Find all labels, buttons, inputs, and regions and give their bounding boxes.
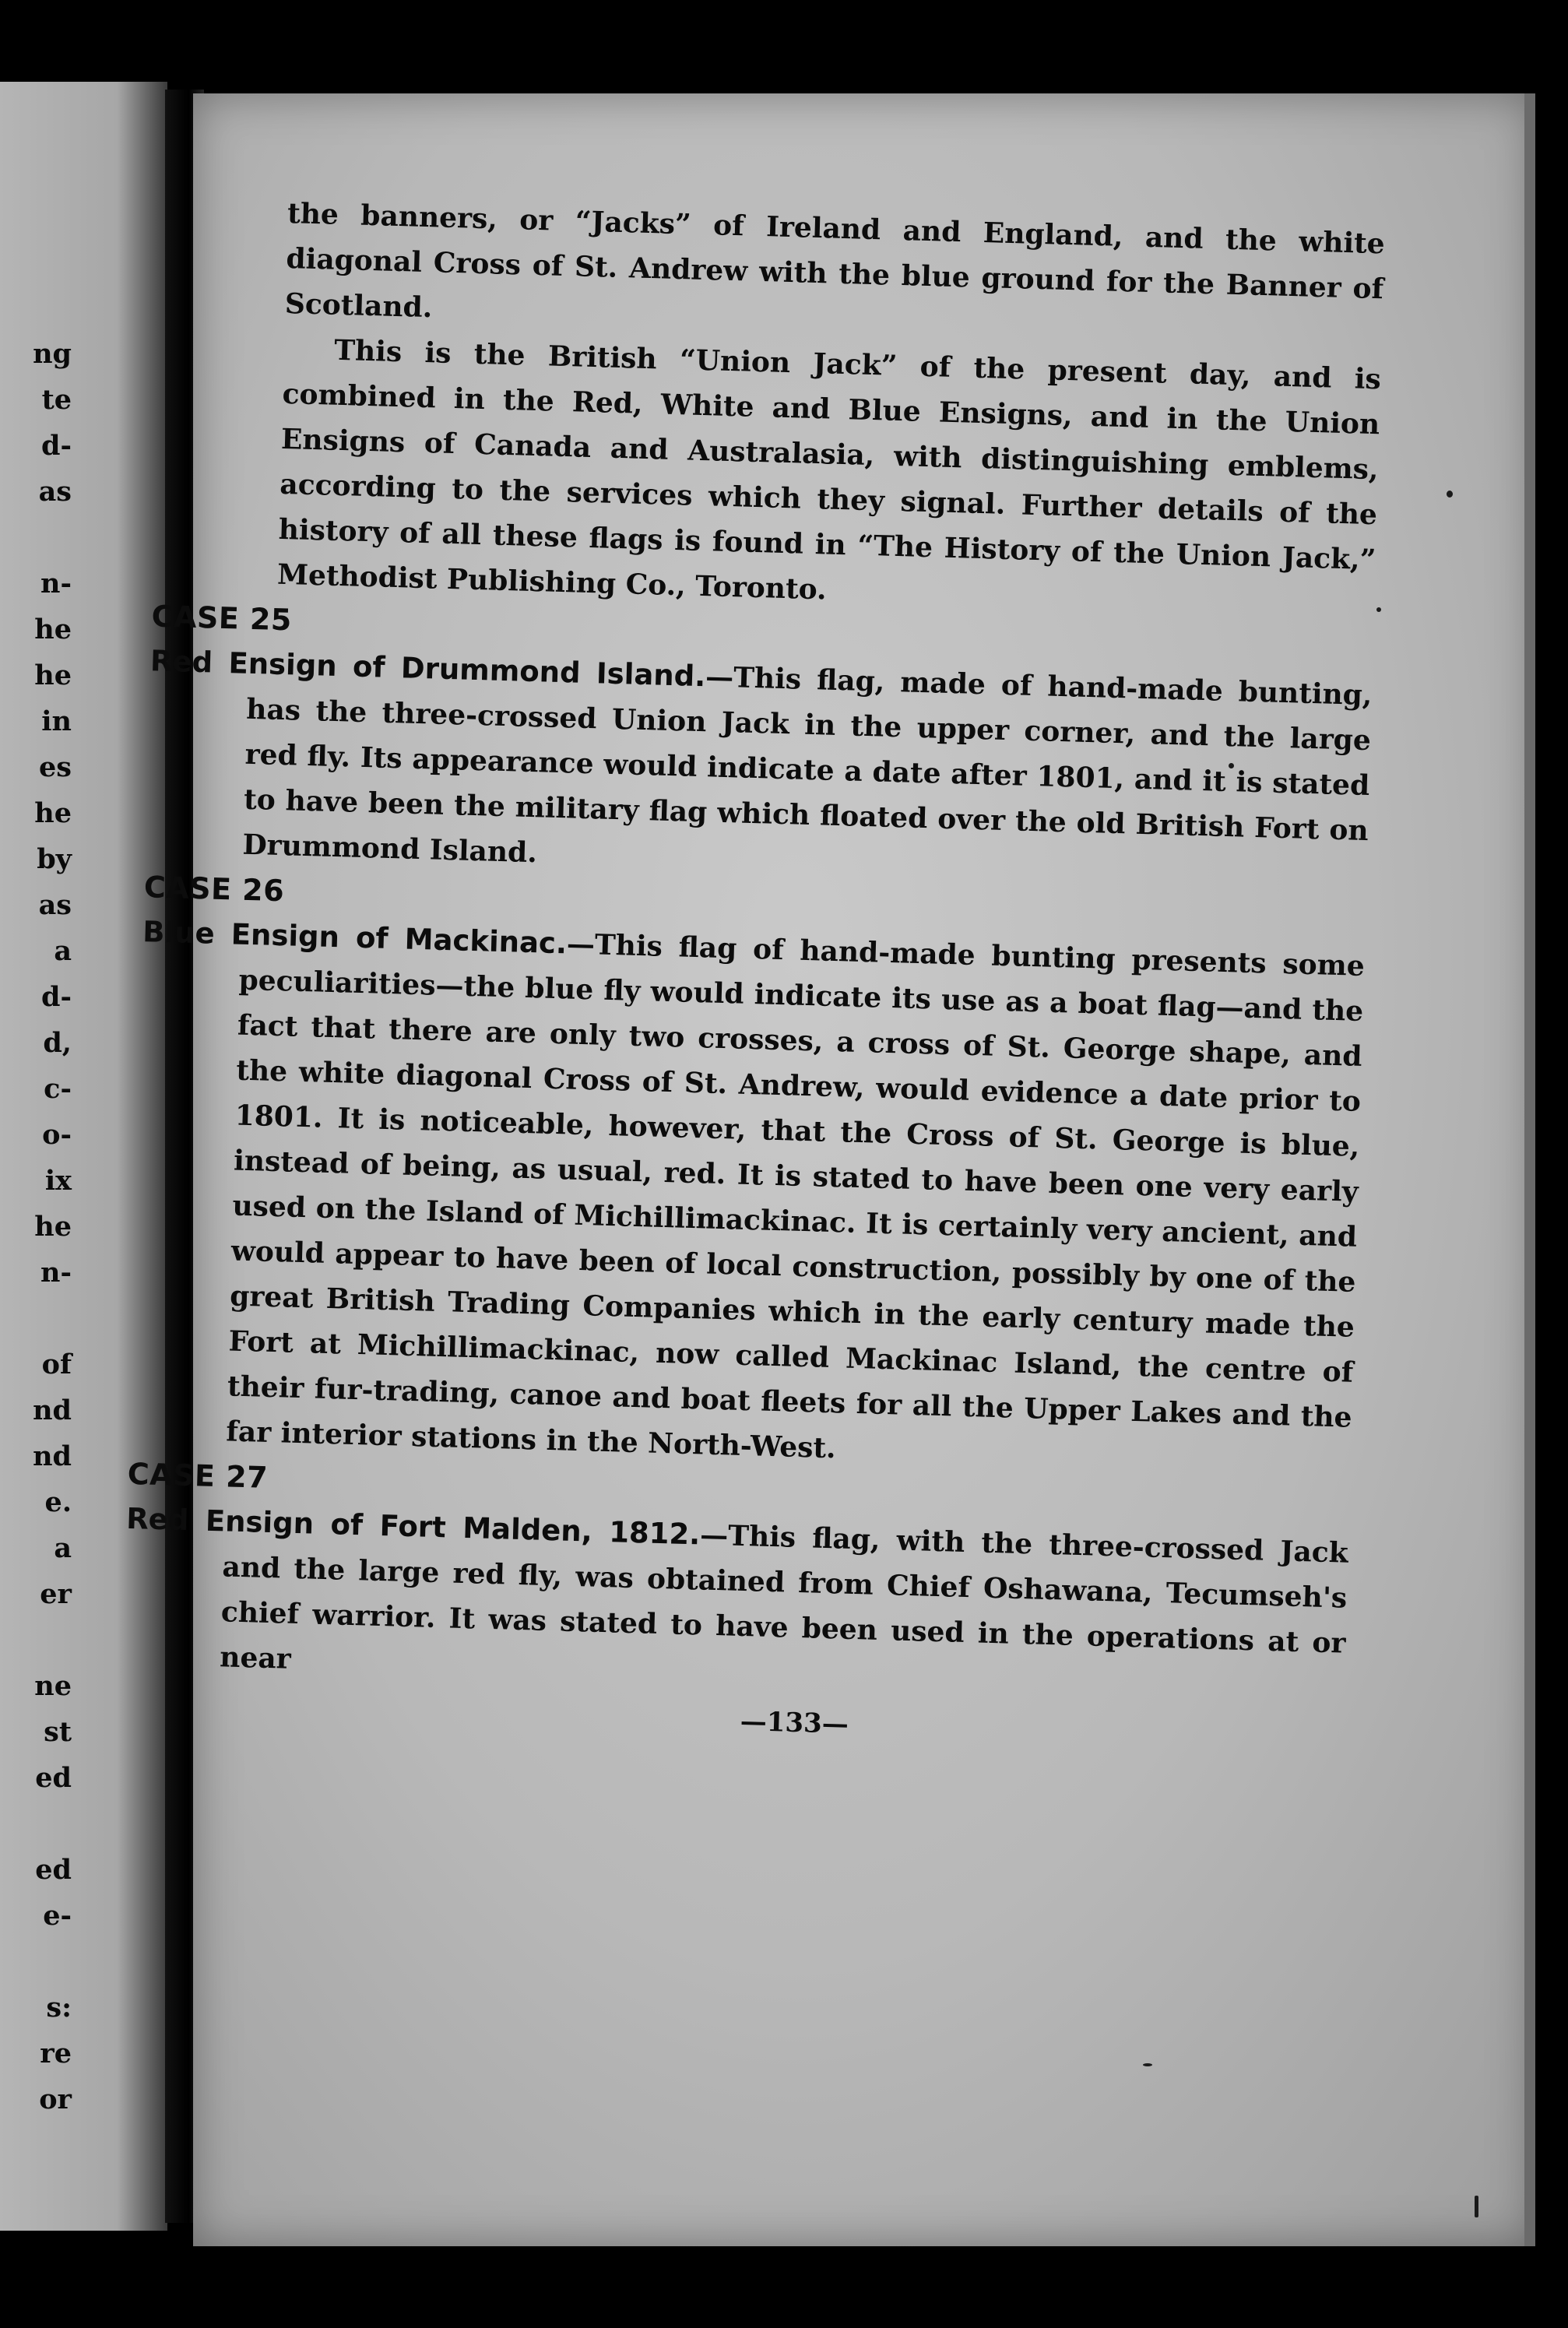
case-entry	[122, 1496, 1349, 1711]
left-line-fragment: he	[34, 797, 72, 829]
page-text	[125, 191, 1386, 1761]
left-line-fragment: nd	[33, 1440, 72, 1472]
left-line-fragment: a	[54, 1532, 72, 1564]
case-body: —This flag, with the three-crossed Jack and the large red fly, was obtained from Chief Oshawana, Tecumseh's chief warrior. It was stated to have been used in the operations at or near	[219, 1518, 1349, 1676]
left-line-fragment: d-	[41, 430, 72, 462]
page-number: —133—	[740, 1705, 849, 1740]
left-line-fragment: or	[39, 2084, 72, 2115]
case-heading: CASE 27	[127, 1456, 269, 1495]
case-heading: CASE 25	[151, 599, 293, 638]
left-line-fragment	[0, 515, 72, 561]
dust-speck	[1475, 2196, 1478, 2217]
left-line-fragment: of	[41, 1349, 72, 1380]
dust-speck	[1376, 607, 1381, 612]
dust-speck	[1143, 2063, 1152, 2066]
case-entry	[128, 909, 1366, 1486]
left-line-fragment: in	[41, 705, 72, 737]
left-line-fragment: s:	[46, 1992, 72, 2024]
left-line-fragment: ed	[35, 1762, 72, 1794]
left-line-fragment: ed	[35, 1854, 72, 1886]
case-entry	[145, 638, 1373, 898]
left-line-fragment: es	[39, 751, 72, 783]
left-line-fragment: n-	[40, 1257, 72, 1289]
case-title: Blue Ensign of Mackinac.	[142, 915, 568, 961]
union-jack-paragraph: This is the British “Union Jack” of the present day, and is combined in the Red, White and Blue Ensigns, and in the Union Ensigns of Canada and Australasia, with distinguishing emblems, according to the services which they signal. Further details of the history of all these flags is found in “The History of the Union Jack,” Methodist Publishing Co., Toronto.	[276, 333, 1382, 607]
left-line-fragment: d,	[43, 1027, 72, 1059]
case-title: Red Ensign of Fort Malden, 1812.	[125, 1501, 701, 1552]
left-line-fragment: a	[54, 935, 72, 967]
case-title: Red Ensign of Drummond Island.	[149, 644, 706, 694]
dust-speck	[1447, 491, 1453, 498]
left-line-fragment: e-	[43, 1900, 72, 1932]
left-line-fragment	[0, 1801, 72, 1847]
left-line-fragment: he	[34, 614, 72, 645]
left-line-fragment: nd	[33, 1394, 72, 1426]
intro-paragraph: the banners, or “Jacks” of Ireland and England, and the white diagonal Cross of St. Andrew with the blue ground for the Banner of Scotland.	[284, 196, 1386, 325]
case-27	[125, 1454, 1351, 1711]
left-line-fragment: re	[40, 2038, 72, 2070]
left-line-fragment: as	[38, 476, 72, 508]
left-line-fragment	[0, 1939, 72, 1985]
left-line-fragment: st	[44, 1716, 72, 1748]
case-heading: CASE 26	[143, 870, 285, 909]
left-page-line-fragments	[0, 331, 72, 2122]
page-edge	[1524, 93, 1535, 2246]
left-line-fragment	[0, 1617, 72, 1663]
left-line-fragment: as	[38, 889, 72, 921]
left-line-fragment: ne	[34, 1670, 72, 1702]
left-line-fragment: e.	[44, 1486, 72, 1518]
left-line-fragment: he	[34, 659, 72, 691]
case-body: —This flag of hand-made bunting presents some peculiarities—the blue fly would indicate its use as a boat flag—and the fact that there are only two crosses, a cross of St. George shape, and the white diagonal Cross of St. Andrew, would evidence a date prior to 1801. It is noticeable, however, that the Cross of St. George is blue, instead of being, as usual, red. It is stated to have been one very early used on the Island of Michillimackinac. It is certainly very ancient, and would appear to have been of local construction, possibly by one of the great British Trading Companies which in the early century made the Fort at Michillimackinac, now called Mackinac Island, the centre of their fur-trading, canoe and boat fleets for all the Upper Lakes and the far interior stations in the North-West.	[225, 927, 1366, 1465]
left-line-fragment: he	[34, 1211, 72, 1243]
left-line-fragment	[0, 1296, 72, 1342]
left-line-fragment: ng	[33, 338, 72, 370]
left-line-fragment: by	[37, 843, 72, 875]
left-line-fragment: o-	[42, 1119, 72, 1151]
left-line-fragment: te	[41, 384, 72, 416]
left-line-fragment: er	[40, 1578, 72, 1610]
case-body: —This flag, made of hand-made bunting, has the three-crossed Union Jack in the upper corner, and the large red fly. Its appearance would indicate a date after 1801, and it is stated to have been the military flag which floated over the old British Fort on Drummond Island.	[241, 660, 1373, 870]
left-line-fragment: c-	[44, 1073, 72, 1105]
left-line-fragment: ix	[44, 1165, 72, 1197]
left-line-fragment: d-	[41, 981, 72, 1013]
left-line-fragment: n-	[40, 568, 72, 600]
